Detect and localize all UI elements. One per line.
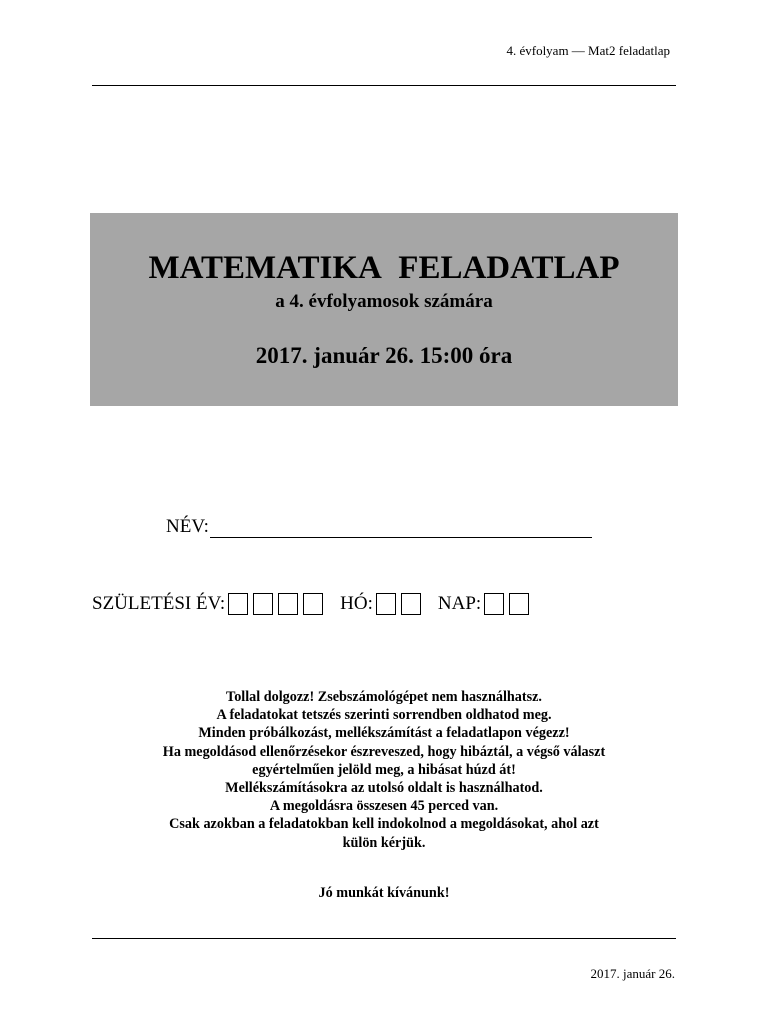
header-divider: [92, 85, 676, 86]
document-title: MATEMATIKA FELADATLAP: [148, 250, 620, 286]
day-label: NAP:: [437, 593, 482, 614]
birth-year-digit-box[interactable]: [278, 593, 298, 615]
instruction-line: Ha megoldásod ellenőrzésekor észreveszed, hogy hibáztál, a végső választ: [162, 743, 606, 760]
instructions: [92, 688, 676, 852]
birth-year-digit-box[interactable]: [303, 593, 323, 615]
exam-datetime: 2017. január 26. 15:00 óra: [255, 343, 513, 368]
day-boxes: [484, 593, 534, 615]
month-label: HÓ:: [340, 593, 373, 614]
instruction-line: Mellékszámításokra az utolsó oldalt is használhatod.: [225, 780, 543, 797]
instruction-line: A feladatokat tetszés szerinti sorrendben oldhatod meg.: [216, 707, 552, 724]
day-digit-box[interactable]: [484, 593, 504, 615]
month-boxes: [376, 593, 426, 615]
birth-year-boxes: [228, 593, 328, 615]
birth-year-label: SZÜLETÉSI ÉV:: [92, 593, 226, 614]
day-digit-box[interactable]: [509, 593, 529, 615]
birth-year-digit-box[interactable]: [253, 593, 273, 615]
instruction-line: egyértelműen jelöld meg, a hibásat húzd át!: [252, 761, 516, 778]
footer-divider: [92, 938, 676, 939]
instruction-line: Minden próbálkozást, mellékszámítást a feladatlapon végezz!: [198, 725, 570, 742]
page-header: 4. évfolyam — Mat2 feladatlap: [506, 43, 670, 58]
birth-date-row: [92, 593, 534, 615]
page-footer: 2017. január 26.: [590, 966, 675, 981]
title-box: [90, 213, 678, 406]
month-digit-box[interactable]: [401, 593, 421, 615]
birth-year-digit-box[interactable]: [228, 593, 248, 615]
name-field[interactable]: [210, 519, 592, 538]
document-subtitle: a 4. évfolyamosok számára: [275, 291, 493, 312]
closing-text: Jó munkát kívánunk!: [318, 885, 450, 901]
month-digit-box[interactable]: [376, 593, 396, 615]
name-row: [166, 516, 592, 538]
instruction-line: A megoldásra összesen 45 perced van.: [269, 798, 499, 815]
instruction-line: külön kérjük.: [342, 834, 426, 851]
instruction-line: Csak azokban a feladatokban kell indokolnod a megoldásokat, ahol azt: [169, 816, 599, 833]
instruction-line: Tollal dolgozz! Zsebszámológépet nem használhatsz.: [226, 689, 542, 705]
name-label: NÉV:: [166, 516, 209, 537]
